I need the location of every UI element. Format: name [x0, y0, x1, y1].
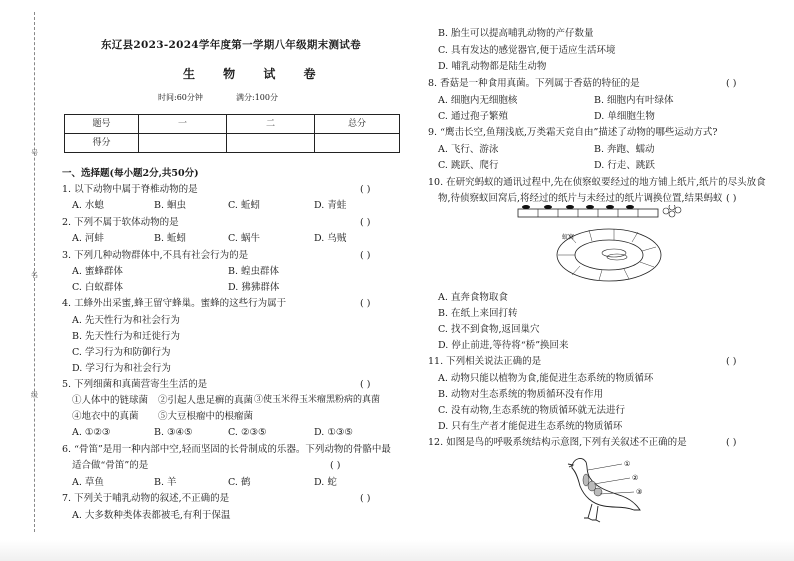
question-2-stem: 2. 下列不属于软体动物的是 — [62, 217, 179, 228]
bird-icon — [568, 459, 643, 522]
score-cell: 一 — [139, 115, 227, 134]
option: C. 没有动物,生态系统的物质循环就无法进行 — [438, 405, 625, 416]
option: D. 狒狒群体 — [228, 282, 280, 293]
option: D. 蛇 — [314, 477, 337, 488]
answer-paren[interactable]: ( ) — [726, 193, 737, 204]
option: A. 水螅 — [72, 200, 104, 211]
option: C. 蜗牛 — [228, 233, 260, 244]
statement: ④地衣中的真菌 — [72, 411, 139, 422]
option: A. 先天性行为和社会行为 — [72, 315, 180, 326]
statement: ⑤大豆根瘤中的根瘤菌 — [158, 411, 254, 422]
option: A. 直奔食物取食 — [438, 292, 508, 303]
answer-paren[interactable]: ( ) — [360, 379, 371, 390]
option: C. 具有发达的感觉器官,便于适应生活环境 — [438, 45, 616, 56]
exam-time: 时间:60分钟 — [158, 93, 203, 102]
score-table-score-row — [65, 134, 400, 153]
section-heading: 一、选择题(每小题2分,共50分) — [62, 168, 199, 179]
option: C. 蚯蚓 — [228, 200, 260, 211]
answer-paren[interactable]: ( ) — [726, 78, 737, 89]
score-cell-input[interactable] — [139, 134, 227, 153]
answer-paren[interactable]: ( ) — [726, 356, 737, 367]
option: A. 草鱼 — [72, 477, 104, 488]
question-6-stem: 6. “骨笛”是用一种内部中空,轻而坚固的长骨制成的乐器。下列动物的骨骼中最 — [62, 444, 391, 455]
option: C. 找不到食物,返回巢穴 — [438, 324, 540, 335]
option: D. ①③⑤ — [314, 427, 353, 438]
option: D. 青蛙 — [314, 200, 347, 211]
score-cell: 得分 — [65, 134, 139, 153]
option: B. 细胞内有叶绿体 — [594, 95, 674, 106]
score-table-header-row — [65, 115, 400, 134]
score-cell-input[interactable] — [227, 134, 315, 153]
answer-paren[interactable]: ( ) — [360, 184, 371, 195]
option: D. 单细胞生物 — [594, 111, 655, 122]
question-5-stem: 5. 下列细菌和真菌营寄生生活的是 — [62, 379, 208, 390]
option: D. 只有生产者才能促进生态系统的物质循环 — [438, 421, 623, 432]
option: A. 飞行、游泳 — [438, 144, 499, 155]
option: C. 跳跃、爬行 — [438, 160, 499, 171]
option: C. 学习行为和防御行为 — [72, 347, 171, 358]
option: B. 羊 — [154, 477, 177, 488]
question-10-stem: 10. 在研究蚂蚁的通讯过程中,先在侦察蚁要经过的地方铺上纸片,纸片的尽头放食 — [428, 177, 766, 188]
answer-paren[interactable]: ( ) — [360, 250, 371, 261]
figure-label-nest: 蚁窝 — [562, 234, 575, 241]
question-8-stem: 8. 香菇是一种食用真菌。下列属于香菇的特征的是 — [428, 78, 640, 89]
option: A. 河蚌 — [72, 233, 104, 244]
option: A. 蜜蜂群体 — [72, 266, 123, 277]
score-cell: 题号 — [65, 115, 139, 134]
option: A. 大多数种类体表都被毛,有利于保温 — [72, 510, 231, 521]
statement: ③使玉米得玉米瘤黑粉病的真菌 — [254, 395, 381, 405]
option: B. 蚯蚓 — [154, 233, 187, 244]
option: B. 蝗虫群体 — [228, 266, 280, 277]
option: C. 通过孢子繁殖 — [438, 111, 508, 122]
answer-paren[interactable]: ( ) — [726, 437, 737, 448]
answer-paren[interactable]: ( ) — [330, 460, 341, 471]
question-6-stem-cont: 适合做“骨笛”的是 — [72, 460, 149, 471]
question-1-stem: 1. 以下动物中属于脊椎动物的是 — [62, 184, 198, 195]
ant-icon — [522, 205, 634, 209]
ant-experiment-figure — [514, 205, 694, 287]
option: D. 乌贼 — [314, 233, 347, 244]
option: B. ③④⑤ — [154, 427, 193, 438]
option: C. 鹤 — [228, 477, 251, 488]
option: C. 白蚁群体 — [72, 282, 123, 293]
subject-title: 生 物 试 卷 — [183, 67, 328, 81]
option: B. 在纸上来回打转 — [438, 308, 518, 319]
air-sac-icon — [583, 474, 602, 496]
score-cell: 二 — [227, 115, 315, 134]
option: C. ②③⑤ — [228, 427, 267, 438]
answer-paren[interactable]: ( ) — [360, 493, 371, 504]
question-10-stem-cont: 物,待侦察蚁回窝后,将经过的纸片与未经过的纸片调换位置,结果蚂蚁 — [438, 193, 723, 204]
statement: ①人体中的链球菌 — [72, 395, 149, 406]
option: B. 奔跑、蠕动 — [594, 144, 655, 155]
statement: ②引起人患足癣的真菌 — [158, 395, 254, 406]
question-3-stem: 3. 下列几种动物群体中,不具有社会行为的是 — [62, 250, 249, 261]
option: D. 停止前进,等待将“桥”换回来 — [438, 340, 569, 351]
binding-mark-class: 级 — [31, 391, 38, 399]
paper-strip-bridge — [518, 209, 658, 217]
figure-label-3: ③ — [636, 488, 643, 496]
answer-paren[interactable]: ( ) — [360, 217, 371, 228]
option: B. 蛔虫 — [154, 200, 187, 211]
score-table — [64, 114, 400, 153]
question-12-stem: 12. 如图是鸟的呼吸系统结构示意图,下列有关叙述不正确的是 — [428, 437, 687, 448]
option: D. 哺乳动物都是陆生动物 — [438, 61, 547, 72]
answer-paren[interactable]: ( ) — [360, 298, 371, 309]
page-bottom-edge — [0, 540, 794, 561]
bird-respiratory-figure — [564, 450, 654, 526]
score-cell: 总分 — [315, 115, 400, 134]
option: B. 动物对生态系统的物质循环没有作用 — [438, 389, 604, 400]
figure-label-2: ② — [632, 474, 639, 482]
option: A. ①②③ — [72, 427, 111, 438]
binding-mark-number: 号 — [31, 149, 38, 157]
option: B. 胎生可以提高哺乳动物的产仔数量 — [438, 28, 594, 39]
option: B. 先天性行为和迁徙行为 — [72, 331, 181, 342]
binding-mark-name: 名 — [31, 271, 38, 279]
figure-label-1: ① — [624, 460, 631, 468]
option: D. 行走、跳跃 — [594, 160, 655, 171]
food-pile-icon — [663, 205, 681, 217]
exam-title: 东辽县2023-2024学年度第一学期八年级期末测试卷 — [101, 39, 361, 51]
question-4-stem: 4. 工蜂外出采蜜,蜂王留守蜂巢。蜜蜂的这些行为属于 — [62, 298, 287, 309]
option: D. 学习行为和社会行为 — [72, 363, 171, 374]
option: A. 动物只能以植物为食,能促进生态系统的物质循环 — [438, 373, 654, 384]
score-cell-input[interactable] — [315, 134, 400, 153]
question-7-stem: 7. 下列关于哺乳动物的叙述,不正确的是 — [62, 493, 230, 504]
option: A. 细胞内无细胞核 — [438, 95, 518, 106]
exam-full-score: 满分:100分 — [236, 93, 278, 102]
question-9-stem: 9. “鹰击长空,鱼翔浅底,万类霜天竞自由”描述了动物的哪些运动方式? — [428, 127, 718, 138]
question-11-stem: 11. 下列相关说法正确的是 — [428, 356, 542, 367]
